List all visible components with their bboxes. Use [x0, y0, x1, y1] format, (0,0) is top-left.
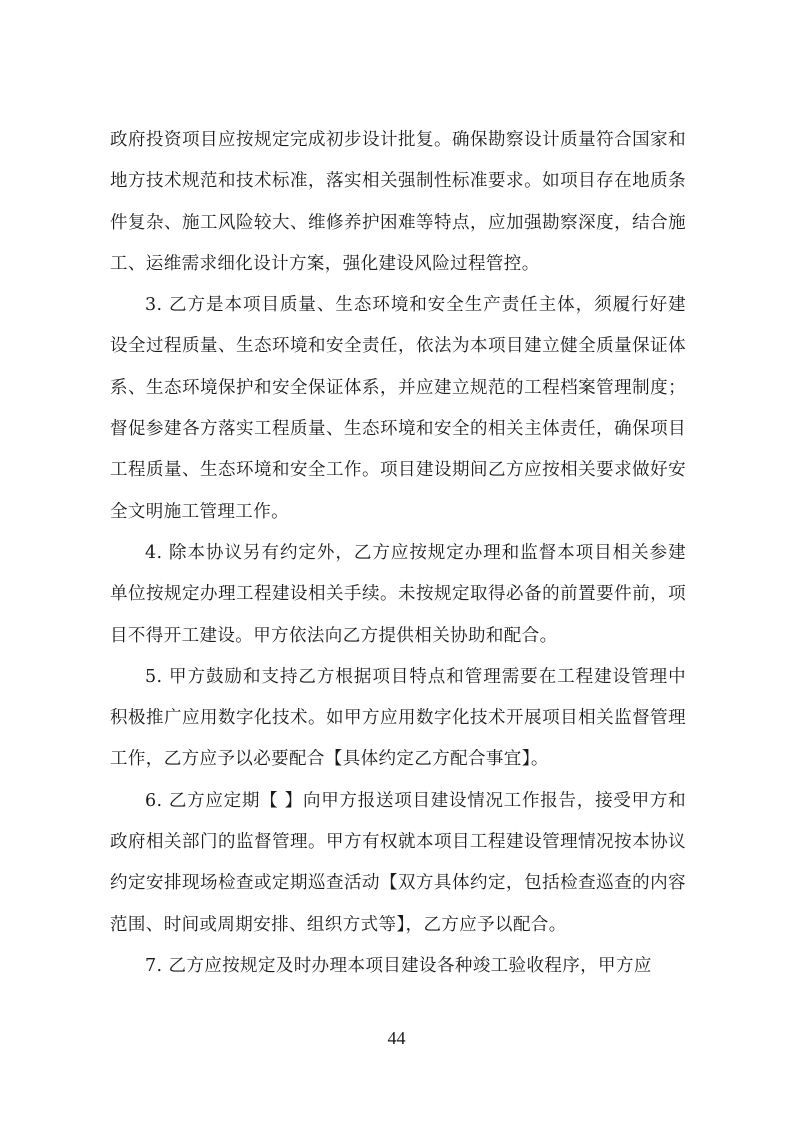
- paragraph-item-5: 5. 甲方鼓励和支持乙方根据项目特点和管理需要在工程建设管理中积极推广应用数字化技术。如甲方应用数字化技术开展项目相关监督管理工作，乙方应予以必要配合【具体约定乙方配合事宜】。: [110, 666, 686, 770]
- paragraph-continued: 政府投资项目应按规定完成初步设计批复。确保勘察设计质量符合国家和地方技术规范和技术标准，落实相关强制性标准要求。如项目存在地质条件复杂、施工风险较大、维修养护困难等特点，应加强勘察深度，结合施工、运维需求细化设计方案，强化建设风险过程管控。: [110, 130, 686, 274]
- page-number: 44: [387, 1028, 406, 1048]
- document-body: [110, 120, 686, 987]
- paragraph-item-6: 6. 乙方应定期【 】向甲方报送项目建设情况工作报告，接受甲方和政府相关部门的监督管理。甲方有权就本项目工程建设管理情况按本协议约定安排现场检查或定期巡查活动【双方具体约定，包括检查巡查的内容范围、时间或周期安排、组织方式等】，乙方应予以配合。: [110, 790, 686, 935]
- paragraph-item-3: 3. 乙方是本项目质量、生态环境和安全生产责任主体，须履行好建设全过程质量、生态环境和安全责任，依法为本项目建立健全质量保证体系、生态环境保护和安全保证体系，并应建立规范的工程档案管理制度；督促参建各方落实工程质量、生态环境和安全的相关主体责任，确保项目工程质量、生态环境和安全工作。项目建设期间乙方应按相关要求做好安全文明施工管理工作。: [110, 295, 686, 522]
- paragraph-item-7: 7. 乙方应按规定及时办理本项目建设各种竣工验收程序，甲方应: [145, 955, 652, 976]
- paragraph-item-4: 4. 除本协议另有约定外，乙方应按规定办理和监督本项目相关参建单位按规定办理工程建设相关手续。未按规定取得必备的前置要件前，项目不得开工建设。甲方依法向乙方提供相关协助和配合。: [110, 542, 686, 646]
